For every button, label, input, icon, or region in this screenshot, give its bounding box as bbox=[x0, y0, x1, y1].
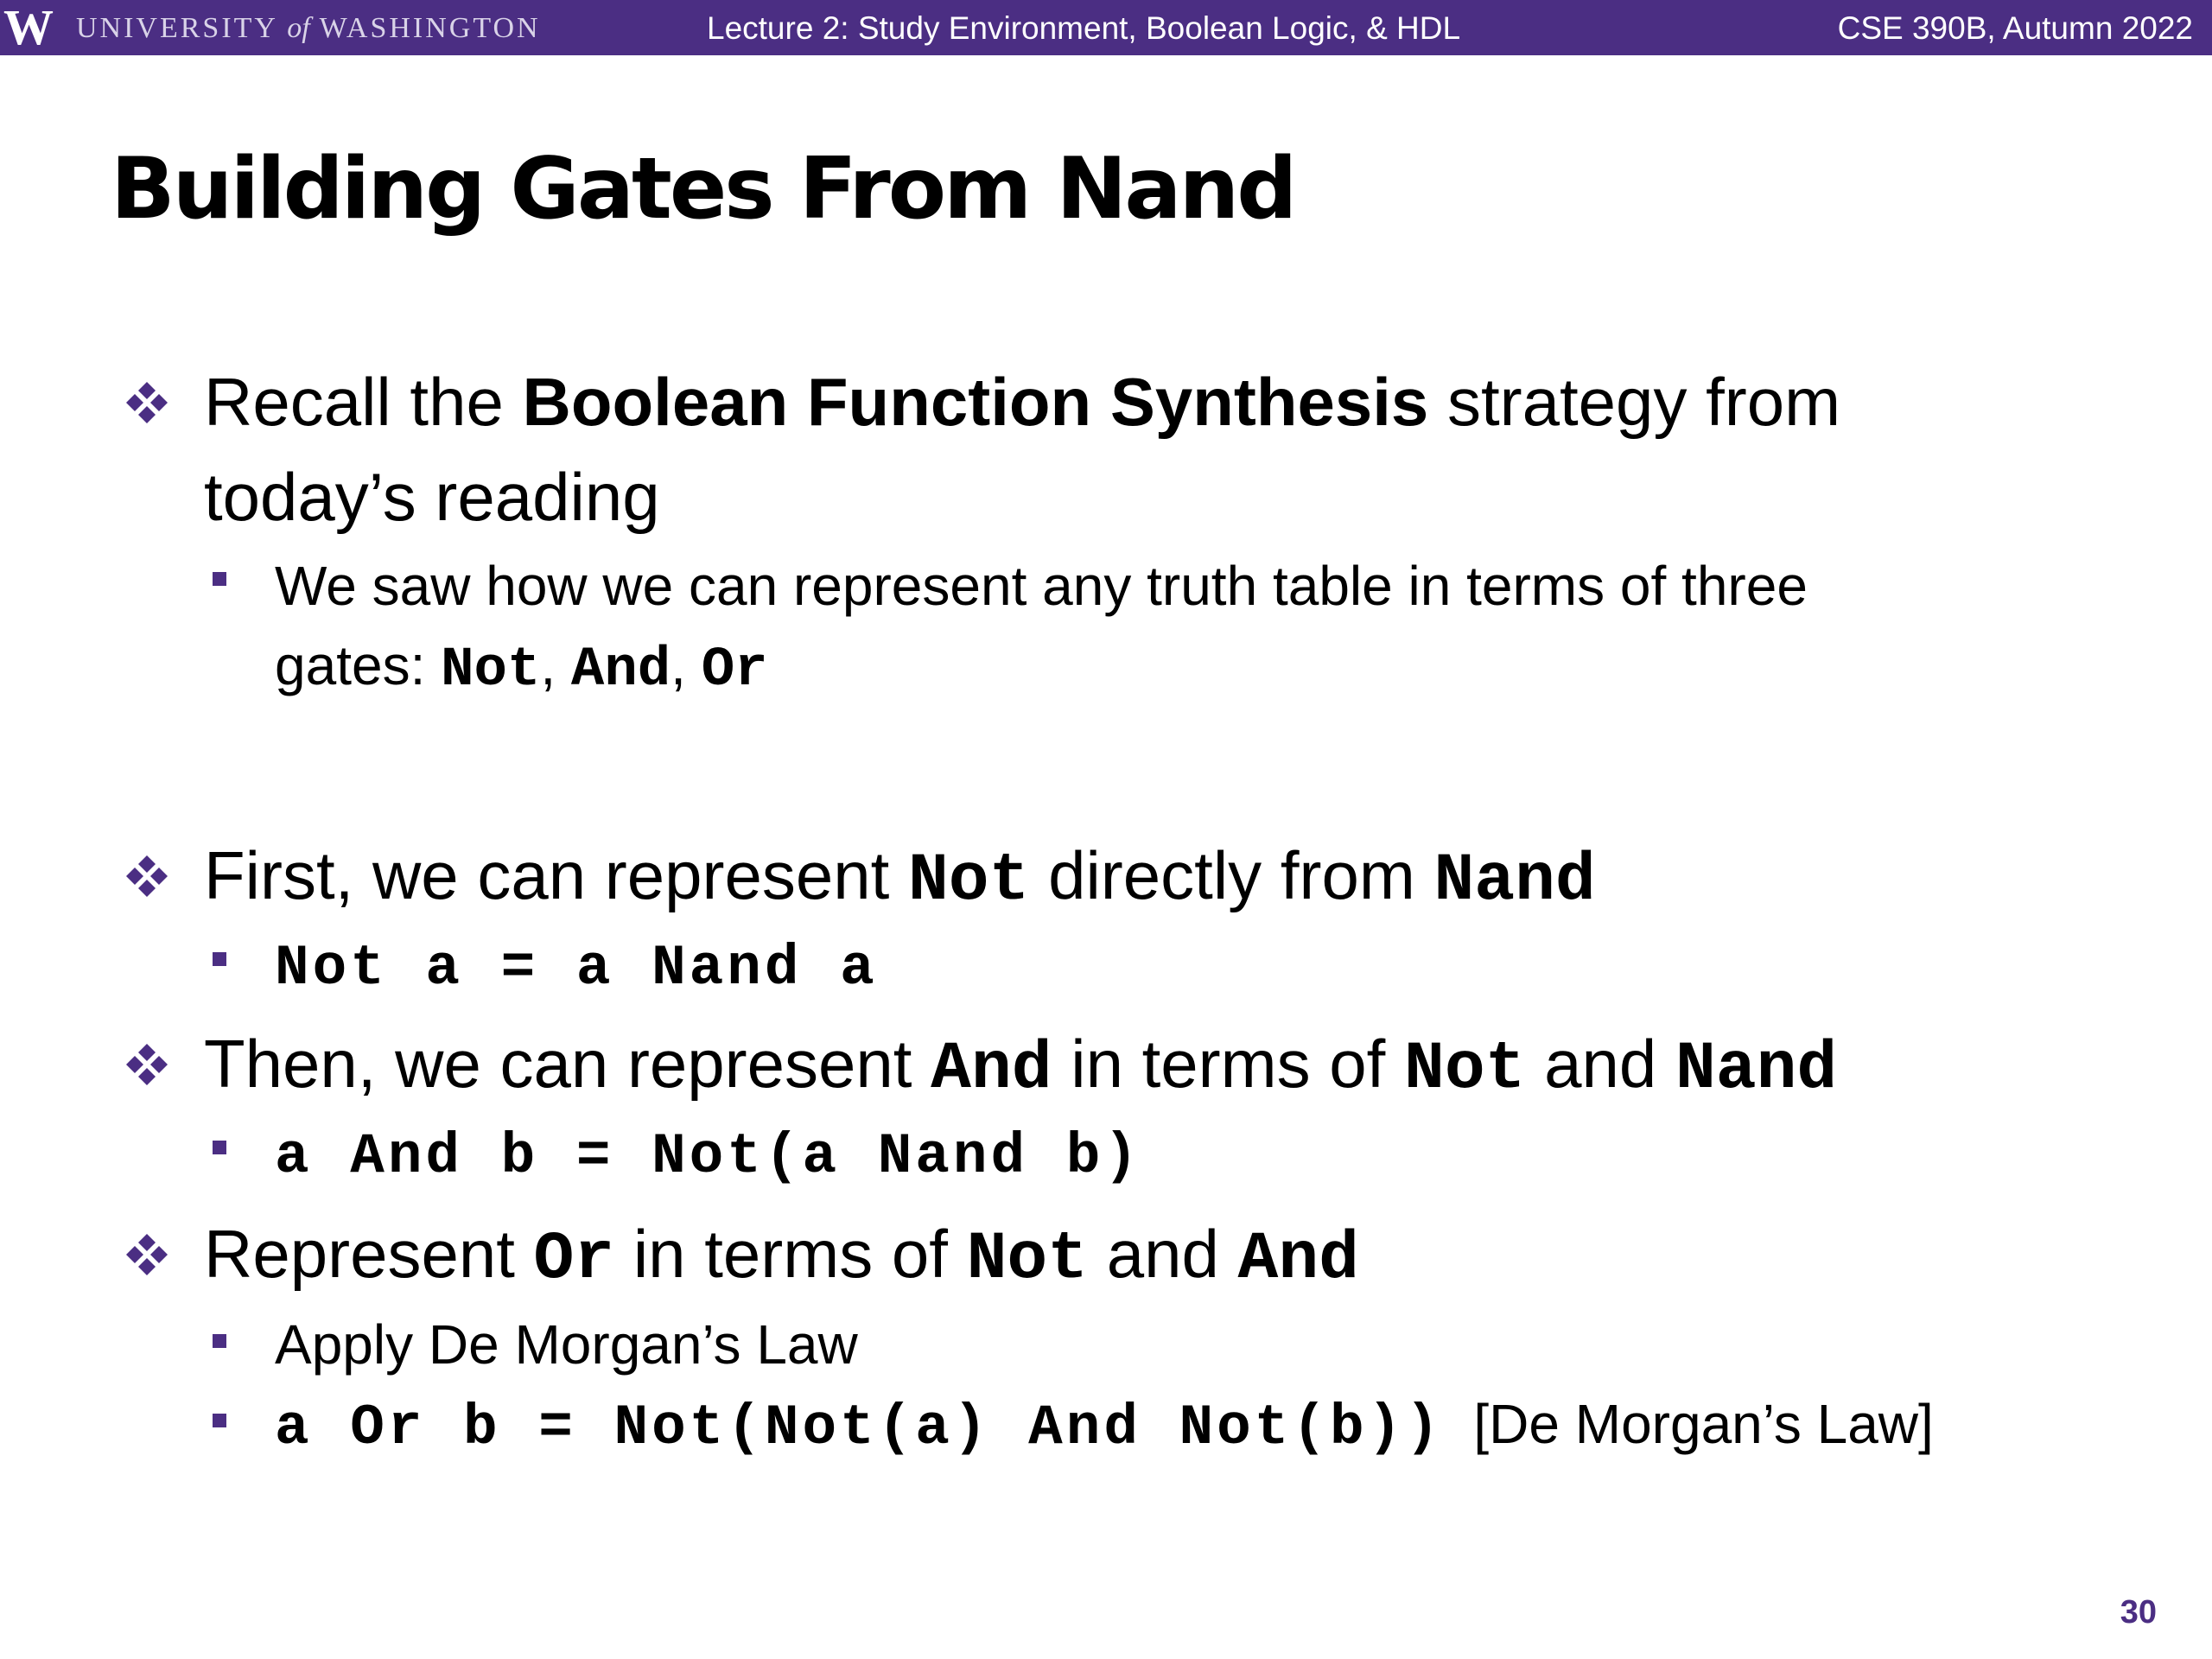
bullet-text: and bbox=[1106, 1216, 1219, 1292]
sub-bullet-not-expression bbox=[275, 925, 878, 1008]
sub-bullet-or-expression bbox=[275, 1384, 1934, 1468]
gate-name: Nand bbox=[1675, 1032, 1838, 1108]
gate-name: And bbox=[570, 639, 671, 702]
gate-name: Or bbox=[533, 1222, 615, 1298]
page-number: 30 bbox=[2120, 1594, 2157, 1630]
bullet-first-not bbox=[204, 828, 1596, 929]
university-name-part: WASHINGTON bbox=[319, 12, 541, 44]
bullet-then-and bbox=[204, 1016, 1837, 1117]
code-expression: Not a = a Nand a bbox=[275, 936, 878, 1001]
diamond-bullet-icon bbox=[123, 1230, 171, 1279]
bullet-bold-term: Boolean Function Synthesis bbox=[522, 364, 1429, 440]
gate-name: Not bbox=[907, 843, 1030, 919]
bullet-text: and bbox=[1544, 1026, 1657, 1102]
course-label: CSE 390B, Autumn 2022 bbox=[1837, 10, 2193, 46]
bullet-text: strategy from bbox=[1446, 364, 1841, 440]
bullet-recall-line2: today’s reading bbox=[204, 459, 660, 535]
slide-title: Building Gates From Nand bbox=[111, 140, 1295, 238]
gate-name: Nand bbox=[1433, 843, 1596, 919]
sub-bullet-de-morgan: Apply De Morgan’s Law bbox=[275, 1313, 858, 1376]
bullet-text: directly from bbox=[1048, 837, 1415, 913]
lecture-title: Lecture 2: Study Environment, Boolean Logic, & HDL bbox=[707, 10, 1461, 46]
sub-bullet-truth-table: We saw how we can represent any truth table in terms of three bbox=[275, 555, 1808, 617]
university-name bbox=[76, 0, 541, 55]
gate-name: Not bbox=[966, 1222, 1089, 1298]
sub-bullet-text: , bbox=[671, 634, 686, 696]
bullet-text: Then, we can represent bbox=[204, 1026, 912, 1102]
bullet-text: Represent bbox=[204, 1216, 515, 1292]
square-bullet-icon bbox=[213, 1334, 226, 1348]
bullet-text: Recall the bbox=[204, 364, 504, 440]
code-expression: a And b = Not(a Nand b) bbox=[275, 1124, 1141, 1189]
sub-bullet-truth-table-line2 bbox=[275, 626, 768, 710]
bullet-recall bbox=[204, 354, 1840, 449]
bullet-represent-or bbox=[204, 1206, 1359, 1307]
gate-name: And bbox=[931, 1032, 1052, 1108]
square-bullet-icon bbox=[213, 1141, 226, 1154]
gate-name: Not bbox=[1404, 1032, 1526, 1108]
square-bullet-icon bbox=[213, 572, 226, 586]
bullet-text: in terms of bbox=[1071, 1026, 1386, 1102]
university-name-part: UNIVERSITY bbox=[76, 12, 277, 44]
annotation-note: [De Morgan’s Law] bbox=[1473, 1393, 1934, 1455]
diamond-bullet-icon bbox=[123, 378, 171, 427]
sub-bullet-text: gates: bbox=[275, 634, 426, 696]
sub-bullet-and-expression bbox=[275, 1113, 1141, 1197]
code-expression: a Or b = Not(Not(a) And Not(b)) bbox=[275, 1395, 1443, 1460]
bullet-text: in terms of bbox=[632, 1216, 948, 1292]
gate-name: Not bbox=[441, 639, 541, 702]
university-name-of: of bbox=[287, 12, 310, 44]
diamond-bullet-icon bbox=[123, 852, 171, 900]
square-bullet-icon bbox=[213, 952, 226, 966]
gate-name: Or bbox=[701, 639, 768, 702]
gate-name: And bbox=[1237, 1222, 1359, 1298]
square-bullet-icon bbox=[213, 1414, 226, 1427]
header-bar bbox=[0, 0, 2212, 55]
sub-bullet-text: , bbox=[540, 634, 556, 696]
uw-logo: W bbox=[3, 0, 54, 55]
diamond-bullet-icon bbox=[123, 1040, 171, 1089]
bullet-text: First, we can represent bbox=[204, 837, 890, 913]
